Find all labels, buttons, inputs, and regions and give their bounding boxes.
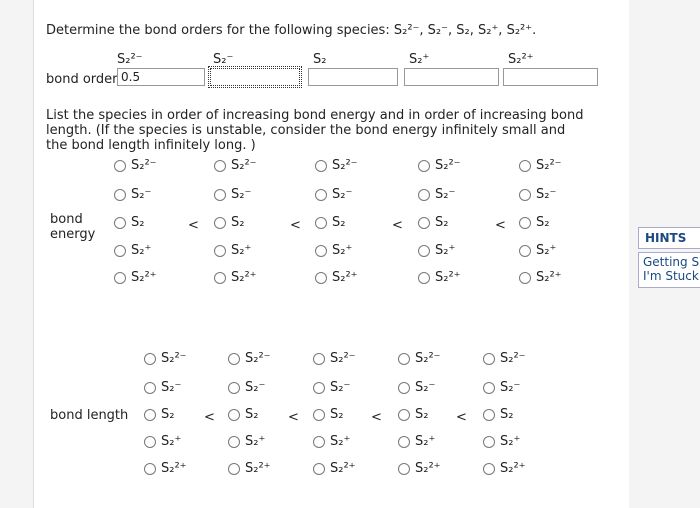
- option-label: S₂²⁺: [330, 461, 356, 476]
- header-s2-2plus: S₂²⁺: [508, 52, 534, 67]
- option-label: S₂⁻: [415, 380, 436, 395]
- bond-energy-radio-2-3[interactable]: [214, 215, 244, 230]
- option-label: S₂²⁻: [415, 351, 441, 366]
- radio-circle-icon[interactable]: [483, 409, 495, 421]
- bond-length-radio-2-5[interactable]: [228, 461, 271, 476]
- radio-circle-icon[interactable]: [313, 436, 325, 448]
- radio-circle-icon[interactable]: [315, 217, 327, 229]
- option-label: S₂: [245, 407, 259, 422]
- bond-length-radio-5-3[interactable]: [483, 407, 513, 422]
- option-label: S₂⁻: [330, 380, 351, 395]
- bond-length-radio-4-4[interactable]: [398, 434, 435, 449]
- bond-energy-radio-4-3[interactable]: [418, 215, 448, 230]
- option-label: S₂²⁺: [231, 270, 257, 285]
- bond-energy-radio-3-2[interactable]: [315, 187, 352, 202]
- option-label: S₂²⁻: [161, 351, 187, 366]
- option-label: S₂²⁺: [161, 461, 187, 476]
- bond-length-radio-1-3[interactable]: [144, 407, 174, 422]
- radio-circle-icon[interactable]: [144, 382, 156, 394]
- option-label: S₂²⁺: [435, 270, 461, 285]
- option-label: S₂: [435, 215, 449, 230]
- bond-energy-radio-3-3[interactable]: [315, 215, 345, 230]
- bond-energy-radio-3-4[interactable]: [315, 243, 352, 258]
- bond-order-input-s2-minus[interactable]: [210, 68, 300, 86]
- radio-circle-icon[interactable]: [398, 436, 410, 448]
- bond-order-label: bond order: [46, 72, 118, 87]
- radio-circle-icon[interactable]: [228, 353, 240, 365]
- option-label: S₂⁻: [131, 187, 152, 202]
- bond-length-radio-3-4[interactable]: [313, 434, 350, 449]
- bond-energy-less-than-3: <: [392, 218, 403, 233]
- bond-length-radio-5-1[interactable]: [483, 351, 526, 366]
- radio-circle-icon[interactable]: [519, 245, 531, 257]
- option-label: S₂⁺: [245, 434, 266, 449]
- option-label: S₂²⁻: [435, 158, 461, 173]
- bond-energy-radio-1-2[interactable]: [114, 187, 151, 202]
- bond-length-radio-2-4[interactable]: [228, 434, 265, 449]
- radio-circle-icon[interactable]: [519, 272, 531, 284]
- option-label: S₂²⁻: [131, 158, 157, 173]
- radio-circle-icon[interactable]: [214, 160, 226, 172]
- header-s2-minus: S₂⁻: [213, 52, 234, 67]
- bond-length-radio-1-2[interactable]: [144, 380, 181, 395]
- bond-energy-radio-1-1[interactable]: [114, 158, 157, 173]
- option-label: S₂: [536, 215, 550, 230]
- bond-energy-less-than-1: <: [188, 218, 199, 233]
- radio-circle-icon[interactable]: [228, 382, 240, 394]
- radio-circle-icon[interactable]: [144, 409, 156, 421]
- radio-circle-icon[interactable]: [483, 436, 495, 448]
- bond-energy-radio-1-3[interactable]: [114, 215, 144, 230]
- option-label: S₂⁻: [536, 187, 557, 202]
- bond-energy-radio-5-4[interactable]: [519, 243, 556, 258]
- bond-energy-label: bond energy: [50, 212, 96, 242]
- bond-energy-radio-4-4[interactable]: [418, 243, 455, 258]
- option-label: S₂⁻: [332, 187, 353, 202]
- bond-length-radio-5-4[interactable]: [483, 434, 520, 449]
- bond-length-label: bond length: [50, 408, 129, 423]
- option-label: S₂⁺: [161, 434, 182, 449]
- radio-circle-icon[interactable]: [398, 382, 410, 394]
- radio-circle-icon[interactable]: [483, 463, 495, 475]
- radio-circle-icon[interactable]: [144, 353, 156, 365]
- bond-energy-radio-5-2[interactable]: [519, 187, 556, 202]
- bond-length-radio-3-1[interactable]: [313, 351, 356, 366]
- bond-length-radio-2-3[interactable]: [228, 407, 258, 422]
- bond-length-radio-1-1[interactable]: [144, 351, 187, 366]
- radio-circle-icon[interactable]: [418, 272, 430, 284]
- bond-length-radio-5-5[interactable]: [483, 461, 526, 476]
- radio-circle-icon[interactable]: [313, 463, 325, 475]
- option-label: S₂²⁺: [415, 461, 441, 476]
- bond-energy-less-than-2: <: [290, 218, 301, 233]
- bond-energy-radio-2-4[interactable]: [214, 243, 251, 258]
- bond-order-input-s2-2plus[interactable]: [503, 68, 598, 86]
- bond-length-radio-1-5[interactable]: [144, 461, 187, 476]
- bond-length-less-than-4: <: [456, 410, 467, 425]
- option-label: S₂²⁺: [332, 270, 358, 285]
- header-s2: S₂: [313, 52, 327, 67]
- bond-length-radio-5-2[interactable]: [483, 380, 520, 395]
- bond-energy-radio-2-1[interactable]: [214, 158, 257, 173]
- radio-circle-icon[interactable]: [144, 436, 156, 448]
- bond-length-radio-2-1[interactable]: [228, 351, 271, 366]
- bond-energy-radio-5-3[interactable]: [519, 215, 549, 230]
- radio-circle-icon[interactable]: [313, 353, 325, 365]
- radio-circle-icon[interactable]: [228, 436, 240, 448]
- option-label: S₂⁺: [332, 243, 353, 258]
- option-label: S₂⁻: [500, 380, 521, 395]
- option-label: S₂⁻: [231, 187, 252, 202]
- hints-button[interactable]: HINTS: [638, 227, 700, 249]
- option-label: S₂⁻: [245, 380, 266, 395]
- option-label: S₂: [131, 215, 145, 230]
- getting-started-button[interactable]: Getting S I'm Stuck: [638, 252, 700, 288]
- option-label: S₂⁺: [500, 434, 521, 449]
- option-label: S₂: [332, 215, 346, 230]
- bond-order-input-s2[interactable]: [308, 68, 398, 86]
- bond-energy-radio-4-2[interactable]: [418, 187, 455, 202]
- radio-circle-icon[interactable]: [214, 245, 226, 257]
- radio-circle-icon[interactable]: [315, 160, 327, 172]
- bond-energy-radio-4-5[interactable]: [418, 270, 461, 285]
- radio-circle-icon[interactable]: [483, 382, 495, 394]
- radio-circle-icon[interactable]: [214, 189, 226, 201]
- bond-energy-radio-5-1[interactable]: [519, 158, 562, 173]
- radio-circle-icon[interactable]: [114, 245, 126, 257]
- radio-circle-icon[interactable]: [114, 272, 126, 284]
- bond-energy-radio-1-5[interactable]: [114, 270, 157, 285]
- option-label: S₂: [231, 215, 245, 230]
- radio-circle-icon[interactable]: [114, 217, 126, 229]
- option-label: S₂⁺: [330, 434, 351, 449]
- bond-energy-radio-2-5[interactable]: [214, 270, 257, 285]
- radio-circle-icon[interactable]: [418, 245, 430, 257]
- radio-circle-icon[interactable]: [313, 382, 325, 394]
- radio-circle-icon[interactable]: [114, 160, 126, 172]
- option-label: S₂: [161, 407, 175, 422]
- bond-order-input-s2-2minus[interactable]: 0.5: [117, 68, 205, 86]
- header-s2-plus: S₂⁺: [409, 52, 430, 67]
- bond-length-radio-3-3[interactable]: [313, 407, 343, 422]
- option-label: S₂⁺: [415, 434, 436, 449]
- radio-circle-icon[interactable]: [418, 217, 430, 229]
- radio-circle-icon[interactable]: [313, 409, 325, 421]
- instructions-text: List the species in order of increasing bond energy and in order of increasing bond length. (If the species is unstable, consider the bond energy infinitely small and the bond length infinitely long. ): [46, 108, 584, 153]
- option-label: S₂²⁺: [536, 270, 562, 285]
- radio-circle-icon[interactable]: [519, 189, 531, 201]
- radio-circle-icon[interactable]: [398, 353, 410, 365]
- radio-circle-icon[interactable]: [418, 189, 430, 201]
- option-label: S₂²⁻: [330, 351, 356, 366]
- radio-circle-icon[interactable]: [228, 409, 240, 421]
- option-label: S₂⁺: [231, 243, 252, 258]
- option-label: S₂: [415, 407, 429, 422]
- option-label: S₂²⁺: [245, 461, 271, 476]
- option-label: S₂: [330, 407, 344, 422]
- radio-circle-icon[interactable]: [398, 409, 410, 421]
- option-label: S₂²⁻: [231, 158, 257, 173]
- option-label: S₂²⁺: [131, 270, 157, 285]
- option-label: S₂: [500, 407, 514, 422]
- bond-length-less-than-3: <: [371, 410, 382, 425]
- bond-energy-radio-5-5[interactable]: [519, 270, 562, 285]
- bond-length-radio-3-5[interactable]: [313, 461, 356, 476]
- bond-length-radio-4-3[interactable]: [398, 407, 428, 422]
- bond-energy-radio-3-1[interactable]: [315, 158, 358, 173]
- bond-length-radio-2-2[interactable]: [228, 380, 265, 395]
- bond-energy-radio-1-4[interactable]: [114, 243, 151, 258]
- bond-length-radio-4-2[interactable]: [398, 380, 435, 395]
- radio-circle-icon[interactable]: [315, 272, 327, 284]
- radio-circle-icon[interactable]: [114, 189, 126, 201]
- radio-circle-icon[interactable]: [519, 160, 531, 172]
- option-label: S₂⁺: [435, 243, 456, 258]
- radio-circle-icon[interactable]: [144, 463, 156, 475]
- bond-length-less-than-2: <: [288, 410, 299, 425]
- radio-circle-icon[interactable]: [418, 160, 430, 172]
- bond-energy-radio-2-2[interactable]: [214, 187, 251, 202]
- radio-circle-icon[interactable]: [228, 463, 240, 475]
- option-label: S₂²⁺: [500, 461, 526, 476]
- radio-circle-icon[interactable]: [398, 463, 410, 475]
- bond-length-less-than-1: <: [204, 410, 215, 425]
- radio-circle-icon[interactable]: [483, 353, 495, 365]
- header-s2-2minus: S₂²⁻: [117, 52, 143, 67]
- option-label: S₂⁺: [131, 243, 152, 258]
- radio-circle-icon[interactable]: [315, 245, 327, 257]
- bond-order-input-s2-plus[interactable]: [404, 68, 499, 86]
- radio-circle-icon[interactable]: [214, 217, 226, 229]
- option-label: S₂⁺: [536, 243, 557, 258]
- radio-circle-icon[interactable]: [519, 217, 531, 229]
- option-label: S₂⁻: [435, 187, 456, 202]
- bond-length-radio-1-4[interactable]: [144, 434, 181, 449]
- question-title: Determine the bond orders for the following species: S₂²⁻, S₂⁻, S₂, S₂⁺, S₂²⁺.: [46, 23, 537, 38]
- option-label: S₂²⁻: [245, 351, 271, 366]
- radio-circle-icon[interactable]: [315, 189, 327, 201]
- bond-energy-radio-4-1[interactable]: [418, 158, 461, 173]
- bond-energy-radio-3-5[interactable]: [315, 270, 358, 285]
- option-label: S₂²⁻: [536, 158, 562, 173]
- bond-length-radio-3-2[interactable]: [313, 380, 350, 395]
- bond-energy-less-than-4: <: [495, 218, 506, 233]
- bond-length-radio-4-1[interactable]: [398, 351, 441, 366]
- radio-circle-icon[interactable]: [214, 272, 226, 284]
- option-label: S₂⁻: [161, 380, 182, 395]
- option-label: S₂²⁻: [500, 351, 526, 366]
- option-label: S₂²⁻: [332, 158, 358, 173]
- bond-length-radio-4-5[interactable]: [398, 461, 441, 476]
